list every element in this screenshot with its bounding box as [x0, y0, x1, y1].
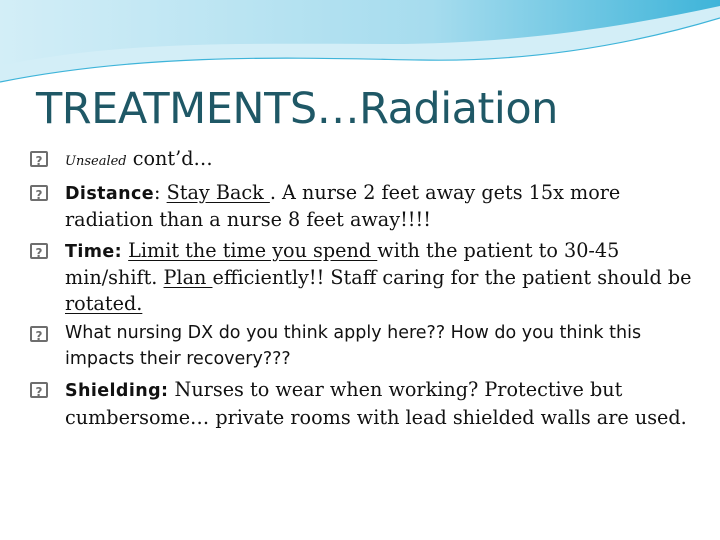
missing-glyph-bullet-icon — [30, 382, 48, 398]
missing-glyph-bullet-icon — [30, 326, 48, 342]
distance-text: . A nurse 2 feet away gets 15x more radiation than a nurse 8 feet away!!!! — [65, 180, 621, 231]
bullet-unsealed — [30, 146, 694, 175]
nursing-dx-text: What nursing DX do you think apply here?? How do you think this impacts their recovery??? — [65, 323, 642, 369]
distance-heading: Distance — [65, 183, 155, 204]
header-wave-decoration — [0, 0, 720, 90]
bullet-distance — [30, 180, 694, 233]
slide-title: TREATMENTS…Radiation — [36, 84, 558, 134]
plan-text: Plan — [163, 266, 213, 289]
missing-glyph-bullet-icon — [30, 151, 48, 167]
shielding-heading: Shielding: — [65, 381, 169, 401]
time-heading: Time: — [65, 241, 123, 262]
missing-glyph-bullet-icon — [30, 185, 48, 201]
time-text-1: with the patient to 30-45 min/shift. — [65, 238, 620, 289]
bullet-list — [30, 146, 694, 435]
unsealed-text: cont’d… — [126, 147, 213, 170]
limit-time-text: Limit the time you spend — [128, 238, 378, 262]
unsealed-label: Unsealed — [65, 154, 127, 169]
bullet-shielding — [30, 377, 694, 430]
distance-colon: : — [154, 180, 167, 204]
bullet-time — [30, 238, 694, 317]
rotated-text: rotated. — [65, 291, 143, 315]
stay-back-text: Stay Back — [166, 180, 270, 204]
missing-glyph-bullet-icon — [30, 243, 48, 259]
time-text-2: efficiently!! Staff caring for the patient should be — [212, 266, 692, 289]
bullet-nursing-dx — [30, 321, 694, 372]
shielding-text: Nurses to wear when working? Protective but cumbersome… private rooms with lead shielded walls are used. — [65, 378, 687, 429]
